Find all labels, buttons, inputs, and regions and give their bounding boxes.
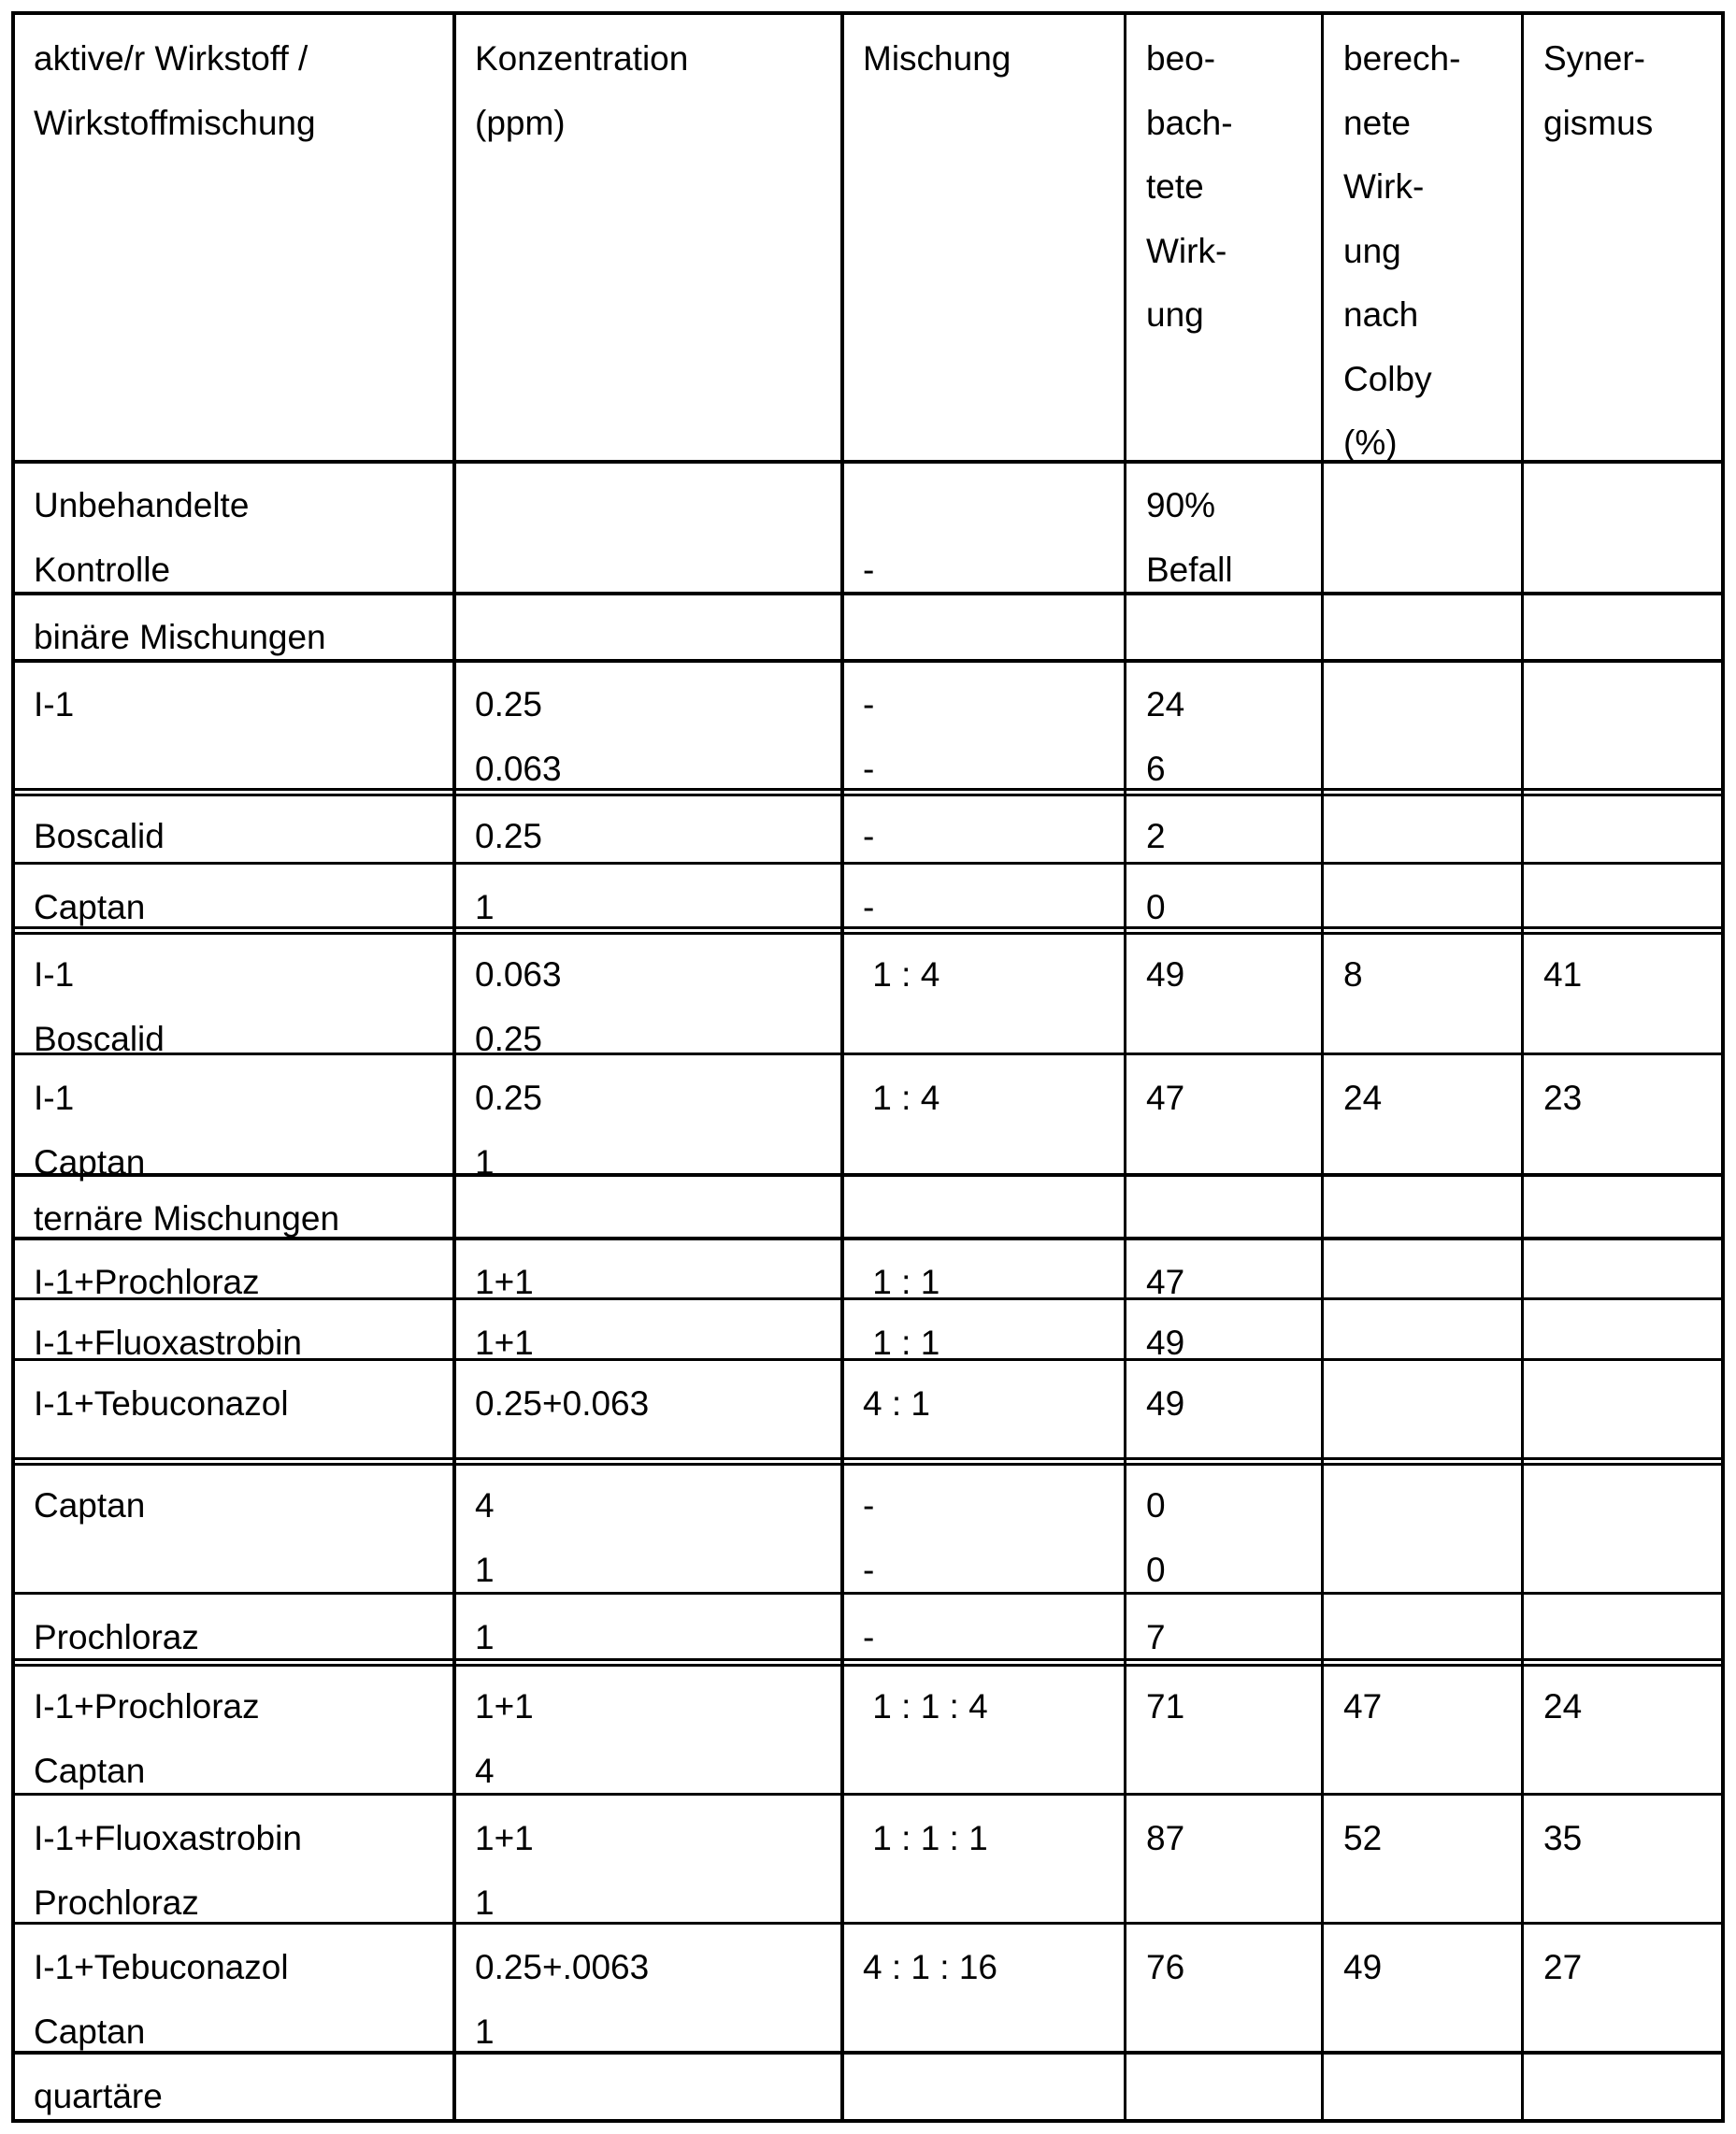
table-cell-konzentration: 0.25+0.063 bbox=[475, 1384, 650, 1423]
table-cell-wirkstoff: I-1+Tebuconazol bbox=[34, 1384, 289, 1423]
table-cell-mischung: - bbox=[863, 817, 875, 855]
table-cell-mischung: 4 : 1 bbox=[863, 1384, 930, 1423]
table-cell-wirkstoff: Prochloraz bbox=[34, 1618, 199, 1656]
table-cell-konzentration: 0.25 bbox=[475, 817, 543, 855]
table-cell-beobachtete-wirkung: 90% Befall bbox=[1146, 486, 1233, 589]
table-cell-beobachtete-wirkung: 49 bbox=[1146, 1384, 1185, 1423]
row-divider bbox=[11, 1053, 1725, 1055]
table-cell-wirkstoff: I-1 Captan bbox=[34, 1079, 146, 1182]
row-divider-double bbox=[11, 1463, 1725, 1466]
table-cell-synergismus: 27 bbox=[1543, 1948, 1583, 1986]
column-header-synergismus: Syner- gismus bbox=[1543, 39, 1654, 142]
row-divider bbox=[11, 1173, 1725, 1177]
row-divider bbox=[11, 1793, 1725, 1796]
table-cell-wirkstoff: Boscalid bbox=[34, 817, 165, 855]
table-cell-wirkstoff: I-1+Prochloraz bbox=[34, 1263, 260, 1301]
table-cell-konzentration: 1+1 bbox=[475, 1263, 534, 1301]
table-cell-beobachtete-wirkung: 87 bbox=[1146, 1819, 1185, 1857]
column-divider bbox=[1321, 11, 1324, 2123]
column-divider bbox=[452, 11, 456, 2123]
column-header-wirkstoff: aktive/r Wirkstoff / Wirkstoffmischung bbox=[34, 39, 316, 142]
table-cell-beobachtete-wirkung: 7 bbox=[1146, 1618, 1166, 1656]
table-cell-wirkstoff: Captan bbox=[34, 888, 146, 926]
table-cell-beobachtete-wirkung: 49 bbox=[1146, 955, 1185, 994]
table-cell-beobachtete-wirkung: 0 bbox=[1146, 888, 1166, 926]
table-cell-mischung: - bbox=[863, 888, 875, 926]
table-cell-mischung: - bbox=[863, 1618, 875, 1656]
table-cell-wirkstoff: I-1+Fluoxastrobin bbox=[34, 1324, 302, 1362]
column-header-konzentration: Konzentration (ppm) bbox=[475, 39, 689, 142]
table-cell-wirkstoff: Captan bbox=[34, 1486, 146, 1525]
table-cell-konzentration: 1+1 1 bbox=[475, 1819, 534, 1922]
table-border-right bbox=[1721, 11, 1725, 2123]
table-cell-beobachtete-wirkung: 71 bbox=[1146, 1687, 1185, 1726]
column-divider bbox=[840, 11, 844, 2123]
table-cell-synergismus: 23 bbox=[1543, 1079, 1583, 1117]
column-header-beobachtete-wirkung: beo- bach- tete Wirk- ung bbox=[1146, 39, 1233, 334]
table-cell-konzentration: 0.063 0.25 bbox=[475, 955, 562, 1058]
table-cell-beobachtete-wirkung: 47 bbox=[1146, 1263, 1185, 1301]
table-cell-mischung: 4 : 1 : 16 bbox=[863, 1948, 997, 1986]
table-border-left bbox=[11, 11, 15, 2123]
table-cell-mischung: - - bbox=[863, 685, 875, 788]
table-cell-wirkstoff: I-1+Tebuconazol Captan bbox=[34, 1948, 289, 2051]
table-cell-mischung: - - bbox=[863, 1486, 875, 1589]
table-cell-konzentration: 1+1 4 bbox=[475, 1687, 534, 1790]
table-cell-wirkstoff: I-1+Prochloraz Captan bbox=[34, 1687, 260, 1790]
table-cell-beobachtete-wirkung: 76 bbox=[1146, 1948, 1185, 1986]
column-divider bbox=[1521, 11, 1524, 2123]
table-cell-berechnete-wirkung: 49 bbox=[1343, 1948, 1383, 1986]
column-header-berechnete-wirkung: berech- nete Wirk- ung nach Colby (%) bbox=[1343, 39, 1461, 462]
table-cell-konzentration: 1 bbox=[475, 1618, 495, 1656]
table-cell-mischung: 1 : 1 bbox=[863, 1263, 940, 1301]
table-cell-wirkstoff: I-1 Boscalid bbox=[34, 955, 165, 1058]
table-cell-beobachtete-wirkung: 24 6 bbox=[1146, 685, 1185, 788]
row-divider bbox=[11, 2119, 1725, 2123]
table-cell-wirkstoff: I-1 bbox=[34, 685, 75, 723]
table-cell-synergismus: 35 bbox=[1543, 1819, 1583, 1857]
table-cell-berechnete-wirkung: 8 bbox=[1343, 955, 1363, 994]
table-cell-konzentration: 0.25+.0063 1 bbox=[475, 1948, 650, 2051]
table-cell-berechnete-wirkung: 52 bbox=[1343, 1819, 1383, 1857]
table-cell-beobachtete-wirkung: 0 0 bbox=[1146, 1486, 1166, 1589]
table-cell-berechnete-wirkung: 24 bbox=[1343, 1079, 1383, 1117]
table-cell-konzentration: 0.25 1 bbox=[475, 1079, 543, 1182]
table-cell-mischung: 1 : 1 : 1 bbox=[863, 1819, 988, 1857]
table-cell-synergismus: 24 bbox=[1543, 1687, 1583, 1726]
column-header-mischung: Mischung bbox=[863, 39, 1011, 78]
table-cell-wirkstoff: I-1+Fluoxastrobin Prochloraz bbox=[34, 1819, 302, 1922]
column-divider bbox=[1124, 11, 1126, 2123]
table-cell-konzentration: 1 bbox=[475, 888, 495, 926]
table-cell-beobachtete-wirkung: 47 bbox=[1146, 1079, 1185, 1117]
table-cell-beobachtete-wirkung: 2 bbox=[1146, 817, 1166, 855]
table-cell-mischung: 1 : 4 bbox=[863, 1079, 940, 1117]
table-cell-mischung: 1 : 1 bbox=[863, 1324, 940, 1362]
table-cell-wirkstoff: binäre Mischungen bbox=[34, 618, 326, 656]
table-cell-wirkstoff: ternäre Mischungen bbox=[34, 1199, 340, 1238]
table-cell-konzentration: 4 1 bbox=[475, 1486, 495, 1589]
table-cell-konzentration: 0.25 0.063 bbox=[475, 685, 562, 788]
table-cell-konzentration: 1+1 bbox=[475, 1324, 534, 1362]
table-cell-mischung: 1 : 4 bbox=[863, 955, 940, 994]
row-divider-double bbox=[11, 1457, 1725, 1460]
table-border-top bbox=[11, 11, 1725, 15]
table-cell-wirkstoff: quartäre bbox=[34, 2077, 163, 2115]
table-cell-wirkstoff: Unbehandelte Kontrolle bbox=[34, 486, 250, 589]
row-divider bbox=[11, 460, 1725, 464]
table-cell-beobachtete-wirkung: 49 bbox=[1146, 1324, 1185, 1362]
table-cell-berechnete-wirkung: 47 bbox=[1343, 1687, 1383, 1726]
table-cell-mischung: - bbox=[863, 550, 875, 589]
table-cell-mischung: 1 : 1 : 4 bbox=[863, 1687, 988, 1726]
table-cell-synergismus: 41 bbox=[1543, 955, 1583, 994]
